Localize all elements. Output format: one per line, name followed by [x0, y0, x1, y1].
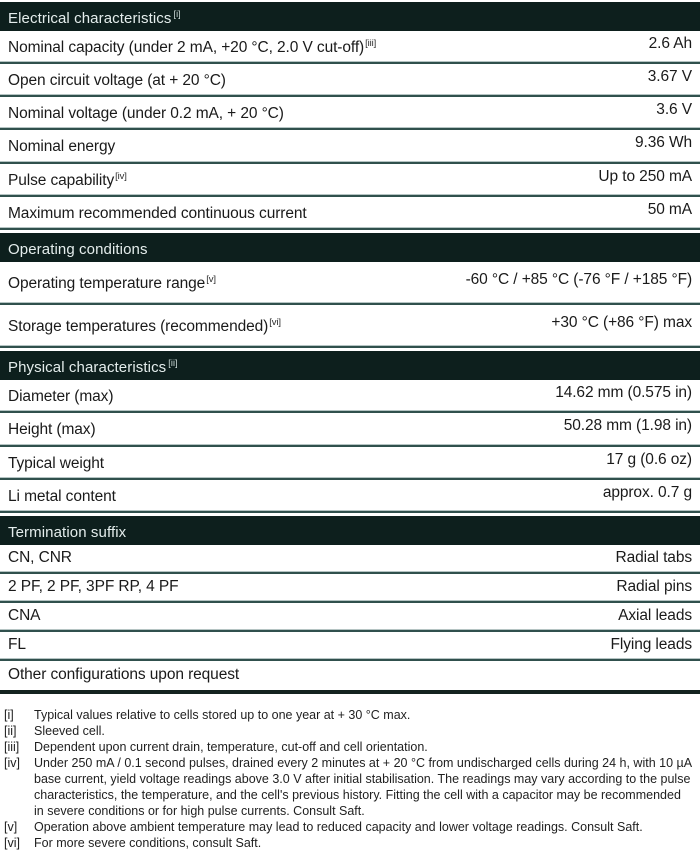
section-header-label: Termination suffix	[8, 523, 127, 541]
table-row	[0, 574, 700, 603]
row-value: 50.28 mm (1.98 in)	[563, 417, 692, 435]
row-label: FL	[8, 635, 26, 653]
row-label: Pulse capability[iv]	[8, 170, 127, 189]
row-value: 50 mA	[647, 200, 692, 218]
row-label: Maximum recommended continuous current	[8, 204, 307, 222]
footnote-text: Dependent upon current drain, temperature, cut-off and cell orientation.	[34, 739, 428, 754]
footnote	[4, 739, 694, 755]
footnote-marker: [ii]	[4, 723, 17, 738]
section-header-termination-suffix	[0, 516, 700, 545]
table-row	[0, 447, 700, 480]
row-label: Storage temperatures (recommended)[vi]	[8, 317, 281, 336]
row-value: 2.6 Ah	[648, 35, 692, 52]
footnote-text: Typical values relative to cells stored up to one year at + 30 °C max.	[34, 707, 411, 722]
other-configurations-row: Other configurations upon request	[0, 661, 700, 694]
row-value: Radial pins	[616, 577, 692, 595]
footnote-marker: [v]	[4, 819, 18, 834]
section-header-electrical-characteristics	[0, 2, 700, 31]
footnotes-list	[0, 707, 700, 851]
row-value: Flying leads	[610, 635, 692, 653]
footnote	[4, 819, 694, 835]
table-row	[0, 545, 700, 574]
section-header-label: Physical characteristics	[8, 359, 167, 377]
footnote-text: Operation above ambient temperature may lead to reduced capacity and lower voltage readings. Consult Saft.	[34, 819, 643, 834]
footnote	[4, 755, 694, 819]
footnote-text: Sleeved cell.	[34, 723, 105, 738]
table-row	[0, 413, 700, 446]
row-label: Height (max)	[8, 421, 96, 439]
table-row	[0, 262, 700, 305]
row-value: 14.62 mm (0.575 in)	[555, 384, 692, 402]
row-label: Li metal content	[8, 487, 116, 505]
row-value: 3.67 V	[647, 68, 692, 86]
table-row	[0, 632, 700, 661]
table-row	[0, 31, 700, 64]
footnote-marker: [iii]	[4, 739, 20, 754]
footnote-ref: [iv]	[115, 170, 127, 182]
footnote	[4, 723, 694, 739]
section-header-label: Operating conditions	[8, 240, 148, 258]
row-label: 2 PF, 2 PF, 3PF RP, 4 PF	[8, 577, 179, 595]
table-row	[0, 164, 700, 197]
row-value: Up to 250 mA	[598, 167, 692, 185]
footnote-ref: [vi]	[269, 317, 281, 329]
footnote	[4, 707, 694, 723]
footnote	[4, 835, 694, 851]
footnote-marker: [iv]	[4, 755, 20, 770]
row-label: CNA	[8, 606, 41, 624]
row-value: +30 °C (+86 °F) max	[551, 314, 692, 332]
footnote-text: For more severe conditions, consult Saft.	[34, 835, 262, 850]
row-value: approx. 0.7 g	[602, 483, 692, 501]
table-row	[0, 97, 700, 130]
table-row	[0, 305, 700, 348]
table-row	[0, 480, 700, 513]
table-row	[0, 197, 700, 230]
row-value: -60 °C / +85 °C (-76 °F / +185 °F)	[465, 270, 692, 288]
footnote-marker: [i]	[4, 707, 14, 722]
row-value: Radial tabs	[615, 548, 692, 566]
table-row	[0, 130, 700, 163]
footnote-text: Under 250 mA / 0.1 second pulses, drained every 2 minutes at + 20 °C from undischarged cells during 24 h, with 10 µA base current, yield voltage readings above 3.0 V after initial stabilisation. The readings may vary according to the pulse characteristics, the temperature, and the cell's previous history. Fitting the cell with a capacitor may be recommended in severe conditions or for high pulse currents. Consult Saft.	[34, 755, 692, 818]
row-label: Nominal energy	[8, 138, 116, 156]
row-value: Axial leads	[618, 606, 692, 624]
section-header-label: Electrical characteristics	[8, 10, 172, 27]
footnote-ref: [v]	[206, 273, 216, 285]
row-label: Typical weight	[8, 454, 104, 472]
table-row	[0, 603, 700, 632]
footnote-ref: [ii]	[168, 358, 178, 369]
footnote-marker: [vi]	[4, 835, 20, 850]
table-row	[0, 380, 700, 413]
row-label: Diameter (max)	[8, 388, 114, 406]
row-label: Nominal capacity (under 2 mA, +20 °C, 2.0 V cut-off)[iii]	[8, 38, 377, 57]
row-label: CN, CNR	[8, 548, 72, 566]
row-value: 3.6 V	[656, 101, 692, 119]
row-label: Nominal voltage (under 0.2 mA, + 20 °C)	[8, 105, 284, 123]
row-label: Operating temperature range[v]	[8, 273, 216, 293]
row-label: Open circuit voltage (at + 20 °C)	[8, 72, 226, 90]
row-value: 9.36 Wh	[634, 134, 692, 152]
table-row	[0, 64, 700, 97]
footnote-ref: [iii]	[365, 38, 377, 49]
section-header-physical-characteristics	[0, 351, 700, 380]
footnote-ref: [i]	[173, 9, 181, 19]
section-header-operating-conditions	[0, 233, 700, 262]
row-value: 17 g (0.6 oz)	[606, 450, 692, 468]
